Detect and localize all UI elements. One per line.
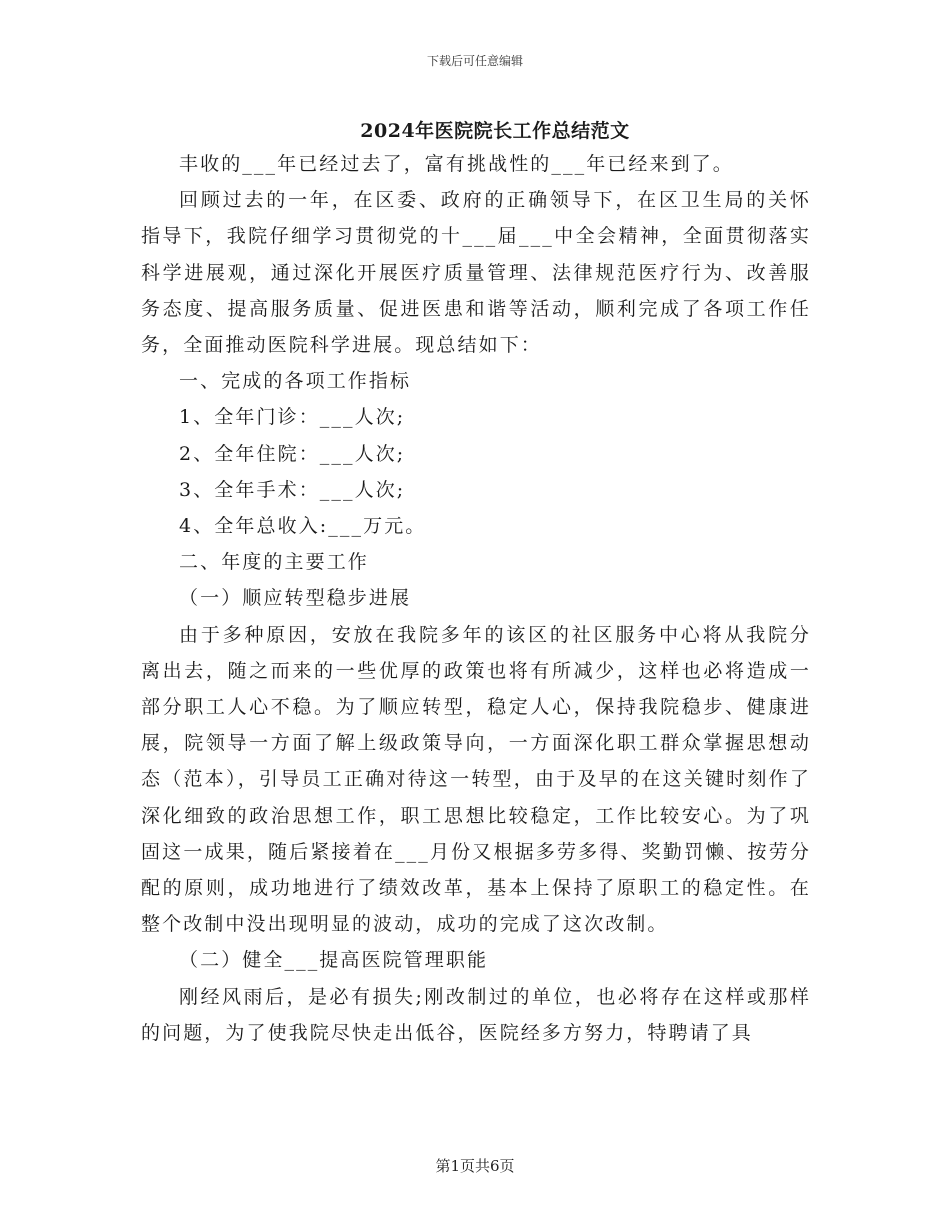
section-heading: 二、年度的主要工作 (179, 551, 369, 574)
subsection-heading: （一）顺应转型稳步进展 (179, 587, 412, 610)
page-indicator: 第1页共6页 (435, 1157, 515, 1175)
paragraph: 回顾过去的一年，在区委、政府的正确领导下，在区卫生局的关怀指导下，我院仔细学习贯彻党的十___届___中全会精神，全面贯彻落实科学进展观，通过深化开展医疗质量管理、法律规范医疗行为、改善服务态度、提高服务质量、促进医患和谐等活动，顺利完成了各项工作任务，全面推动医院科学进展。现总结如下： (141, 189, 811, 357)
list-item: 2、全年住院：___人次; (179, 442, 406, 465)
list-item: 1、全年门诊：___人次; (179, 406, 406, 429)
list-item: 4、全年总收入:___万元。 (179, 515, 427, 538)
paragraph: 丰收的___年已经过去了，富有挑战性的___年已经来到了。 (179, 153, 734, 175)
subsection-heading: （二）健全___提高医院管理职能 (179, 949, 489, 972)
list-item: 3、全年手术：___人次; (179, 478, 406, 501)
document-body (141, 146, 811, 1051)
paragraph: 由于多种原因，安放在我院多年的该区的社区服务中心将从我院分离出去，随之而来的一些优厚的政策也将有所减少，这样也必将造成一部分职工人心不稳。为了顺应转型，稳定人心，保持我院稳步、健康进展，院领导一方面了解上级政策导向，一方面深化职工群众掌握思想动态（范本），引导员工正确对待这一转型，由于及早的在这关键时刻作了深化细致的政治思想工作，职工思想比较稳定，工作比较安心。为了巩固这一成果，随后紧接着在___月份又根据多劳多得、奖勤罚懒、按劳分配的原则，成功地进行了绩效改革，基本上保持了原职工的稳定性。在整个改制中没出现明显的波动，成功的完成了这次改制。 (141, 623, 811, 936)
section-heading: 一、完成的各项工作指标 (179, 370, 412, 393)
paragraph: 刚经风雨后，是必有损失;刚改制过的单位，也必将存在这样或那样的问题，为了使我院尽快走出低谷，医院经多方努力，特聘请了具 (141, 985, 811, 1044)
header-note: 下载后可任意编辑 (426, 54, 523, 68)
document-title: 2024年医院院长工作总结范文 (360, 120, 630, 142)
